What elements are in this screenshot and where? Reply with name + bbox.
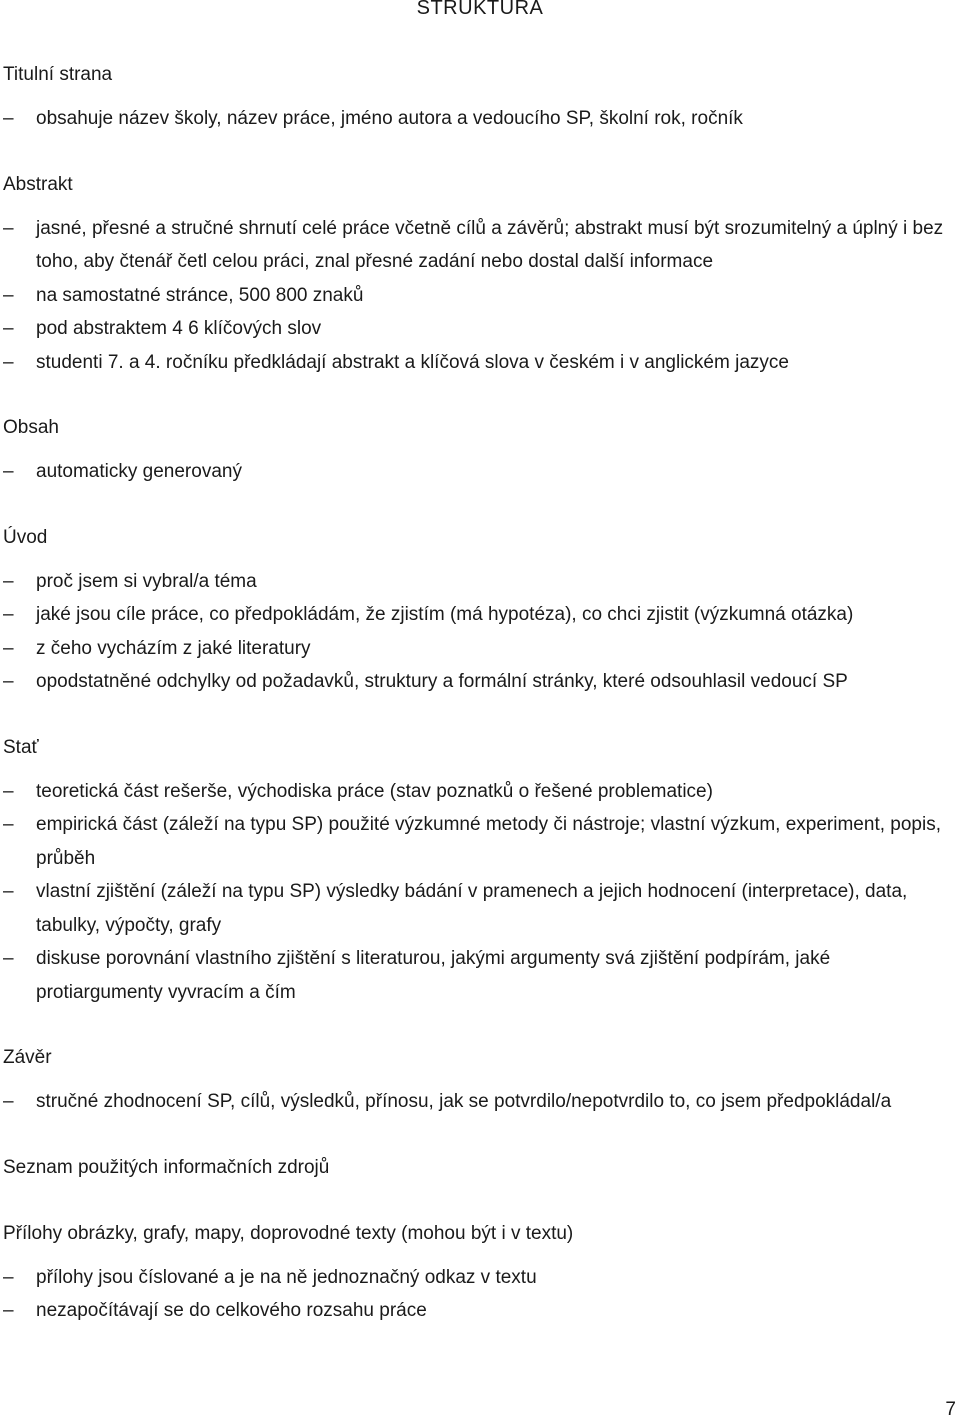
list-item-text: studenti 7. a 4. ročníku předkládají abstrakt a klíčová slova v českém i v anglickém jazyce: [36, 351, 789, 373]
list-item-text: nezapočítávají se do celkového rozsahu práce: [36, 1300, 427, 1321]
bullet-list: [3, 102, 955, 136]
list-item-text: z čeho vycházím z jaké literatury: [36, 637, 311, 659]
bullet-list: [3, 455, 955, 489]
list-item-text: pod abstraktem 4 6 klíčových slov: [36, 318, 322, 339]
dash-bullet-icon: –: [3, 780, 14, 802]
section-heading: Přílohy obrázky, grafy, mapy, doprovodné texty (mohou být i v textu): [3, 1222, 574, 1244]
list-item-text: automaticky generovaný: [36, 461, 242, 482]
dash-bullet-icon: –: [3, 461, 14, 482]
list-item: [3, 775, 955, 809]
list-item: [3, 279, 955, 313]
bullet-list: [3, 1261, 955, 1328]
list-item-text: stručné zhodnocení SP, cílů, výsledků, přínosu, jak se potvrdilo/nepotvrdilo to, co jsem předpokládal/a: [36, 1091, 892, 1112]
list-item: [3, 565, 955, 599]
list-item-text: jasné, přesné a stručné shrnutí celé práce včetně cílů a závěrů; abstrakt musí být srozumitelný a úplný i bez toho, aby čtenář četl celou práci, znal přesné zadání nebo dostal další informace: [36, 217, 944, 272]
list-item-text: na samostatné stránce, 500 800 znaků: [36, 284, 364, 306]
section-abstrakt: [3, 168, 955, 380]
list-item: [3, 632, 955, 666]
dash-bullet-icon: –: [3, 1091, 14, 1112]
section-heading: Abstrakt: [3, 173, 73, 195]
page-title: STRUKTURA: [416, 0, 544, 19]
section-heading: Závěr: [3, 1047, 52, 1068]
list-item: [3, 312, 955, 346]
list-item: [3, 1294, 955, 1328]
list-item-text: obsahuje název školy, název práce, jméno autora a vedoucího SP, školní rok, ročník: [36, 108, 743, 129]
bullet-list: [3, 212, 955, 380]
section-zaver: [3, 1041, 955, 1119]
list-item: [3, 665, 955, 699]
list-item: [3, 808, 955, 875]
list-item-text: jaké jsou cíle práce, co předpokládám, že zjistím (má hypotéza), co chci zjistit (výzkumná otázka): [36, 604, 854, 625]
bullet-list: [3, 565, 955, 699]
section-obsah: [3, 411, 955, 489]
list-item: [3, 942, 955, 1009]
dash-bullet-icon: –: [3, 318, 14, 339]
dash-bullet-icon: –: [3, 1266, 14, 1288]
dash-bullet-icon: –: [3, 284, 14, 306]
document-body: [3, 58, 955, 1360]
list-item-text: přílohy jsou číslované a je na ně jednoznačný odkaz v textu: [36, 1266, 537, 1288]
section-heading: Úvod: [3, 526, 48, 548]
dash-bullet-icon: –: [3, 814, 14, 835]
list-item: [3, 346, 955, 380]
list-item: [3, 1261, 955, 1295]
bullet-list: [3, 1085, 955, 1119]
dash-bullet-icon: –: [3, 351, 14, 373]
dash-bullet-icon: –: [3, 671, 14, 692]
dash-bullet-icon: –: [3, 881, 14, 902]
section-heading: Seznam použitých informačních zdrojů: [3, 1156, 330, 1178]
section-uvod: [3, 521, 955, 699]
list-item: [3, 875, 955, 942]
list-item: [3, 102, 955, 136]
page-number: 7: [945, 1399, 956, 1420]
list-item-text: opodstatněné odchylky od požadavků, struktury a formální stránky, které odsouhlasil vedoucí SP: [36, 671, 848, 692]
section-seznam-zdroju: [3, 1151, 955, 1185]
dash-bullet-icon: –: [3, 1300, 14, 1321]
list-item-text: empirická část (záleží na typu SP) použité výzkumné metody či nástroje; vlastní výzkum, experiment, popis, průběh: [36, 814, 941, 869]
list-item: [3, 1085, 955, 1119]
dash-bullet-icon: –: [3, 108, 14, 129]
dash-bullet-icon: –: [3, 948, 14, 969]
section-heading: Obsah: [3, 417, 59, 438]
section-prilohy: [3, 1217, 955, 1328]
dash-bullet-icon: –: [3, 570, 14, 592]
section-stat: [3, 731, 955, 1010]
bullet-list: [3, 775, 955, 1010]
dash-bullet-icon: –: [3, 217, 14, 239]
list-item-text: diskuse porovnání vlastního zjištění s literaturou, jakými argumenty svá zjištění podpírám, jaké protiargumenty vyvracím a čím: [36, 948, 831, 1003]
section-heading: Stať: [3, 736, 39, 758]
list-item: [3, 455, 955, 489]
section-titulni-strana: [3, 58, 955, 136]
list-item: [3, 212, 955, 279]
dash-bullet-icon: –: [3, 637, 14, 659]
list-item-text: proč jsem si vybral/a téma: [36, 570, 257, 592]
list-item-text: teoretická část rešerše, východiska práce (stav poznatků o řešené problematice): [36, 780, 713, 802]
list-item-text: vlastní zjištění (záleží na typu SP) výsledky bádání v pramenech a jejich hodnocení (interpretace), data, tabulky, výpočty, grafy: [36, 881, 908, 936]
list-item: [3, 598, 955, 632]
dash-bullet-icon: –: [3, 604, 14, 625]
section-heading: Titulní strana: [3, 64, 113, 85]
